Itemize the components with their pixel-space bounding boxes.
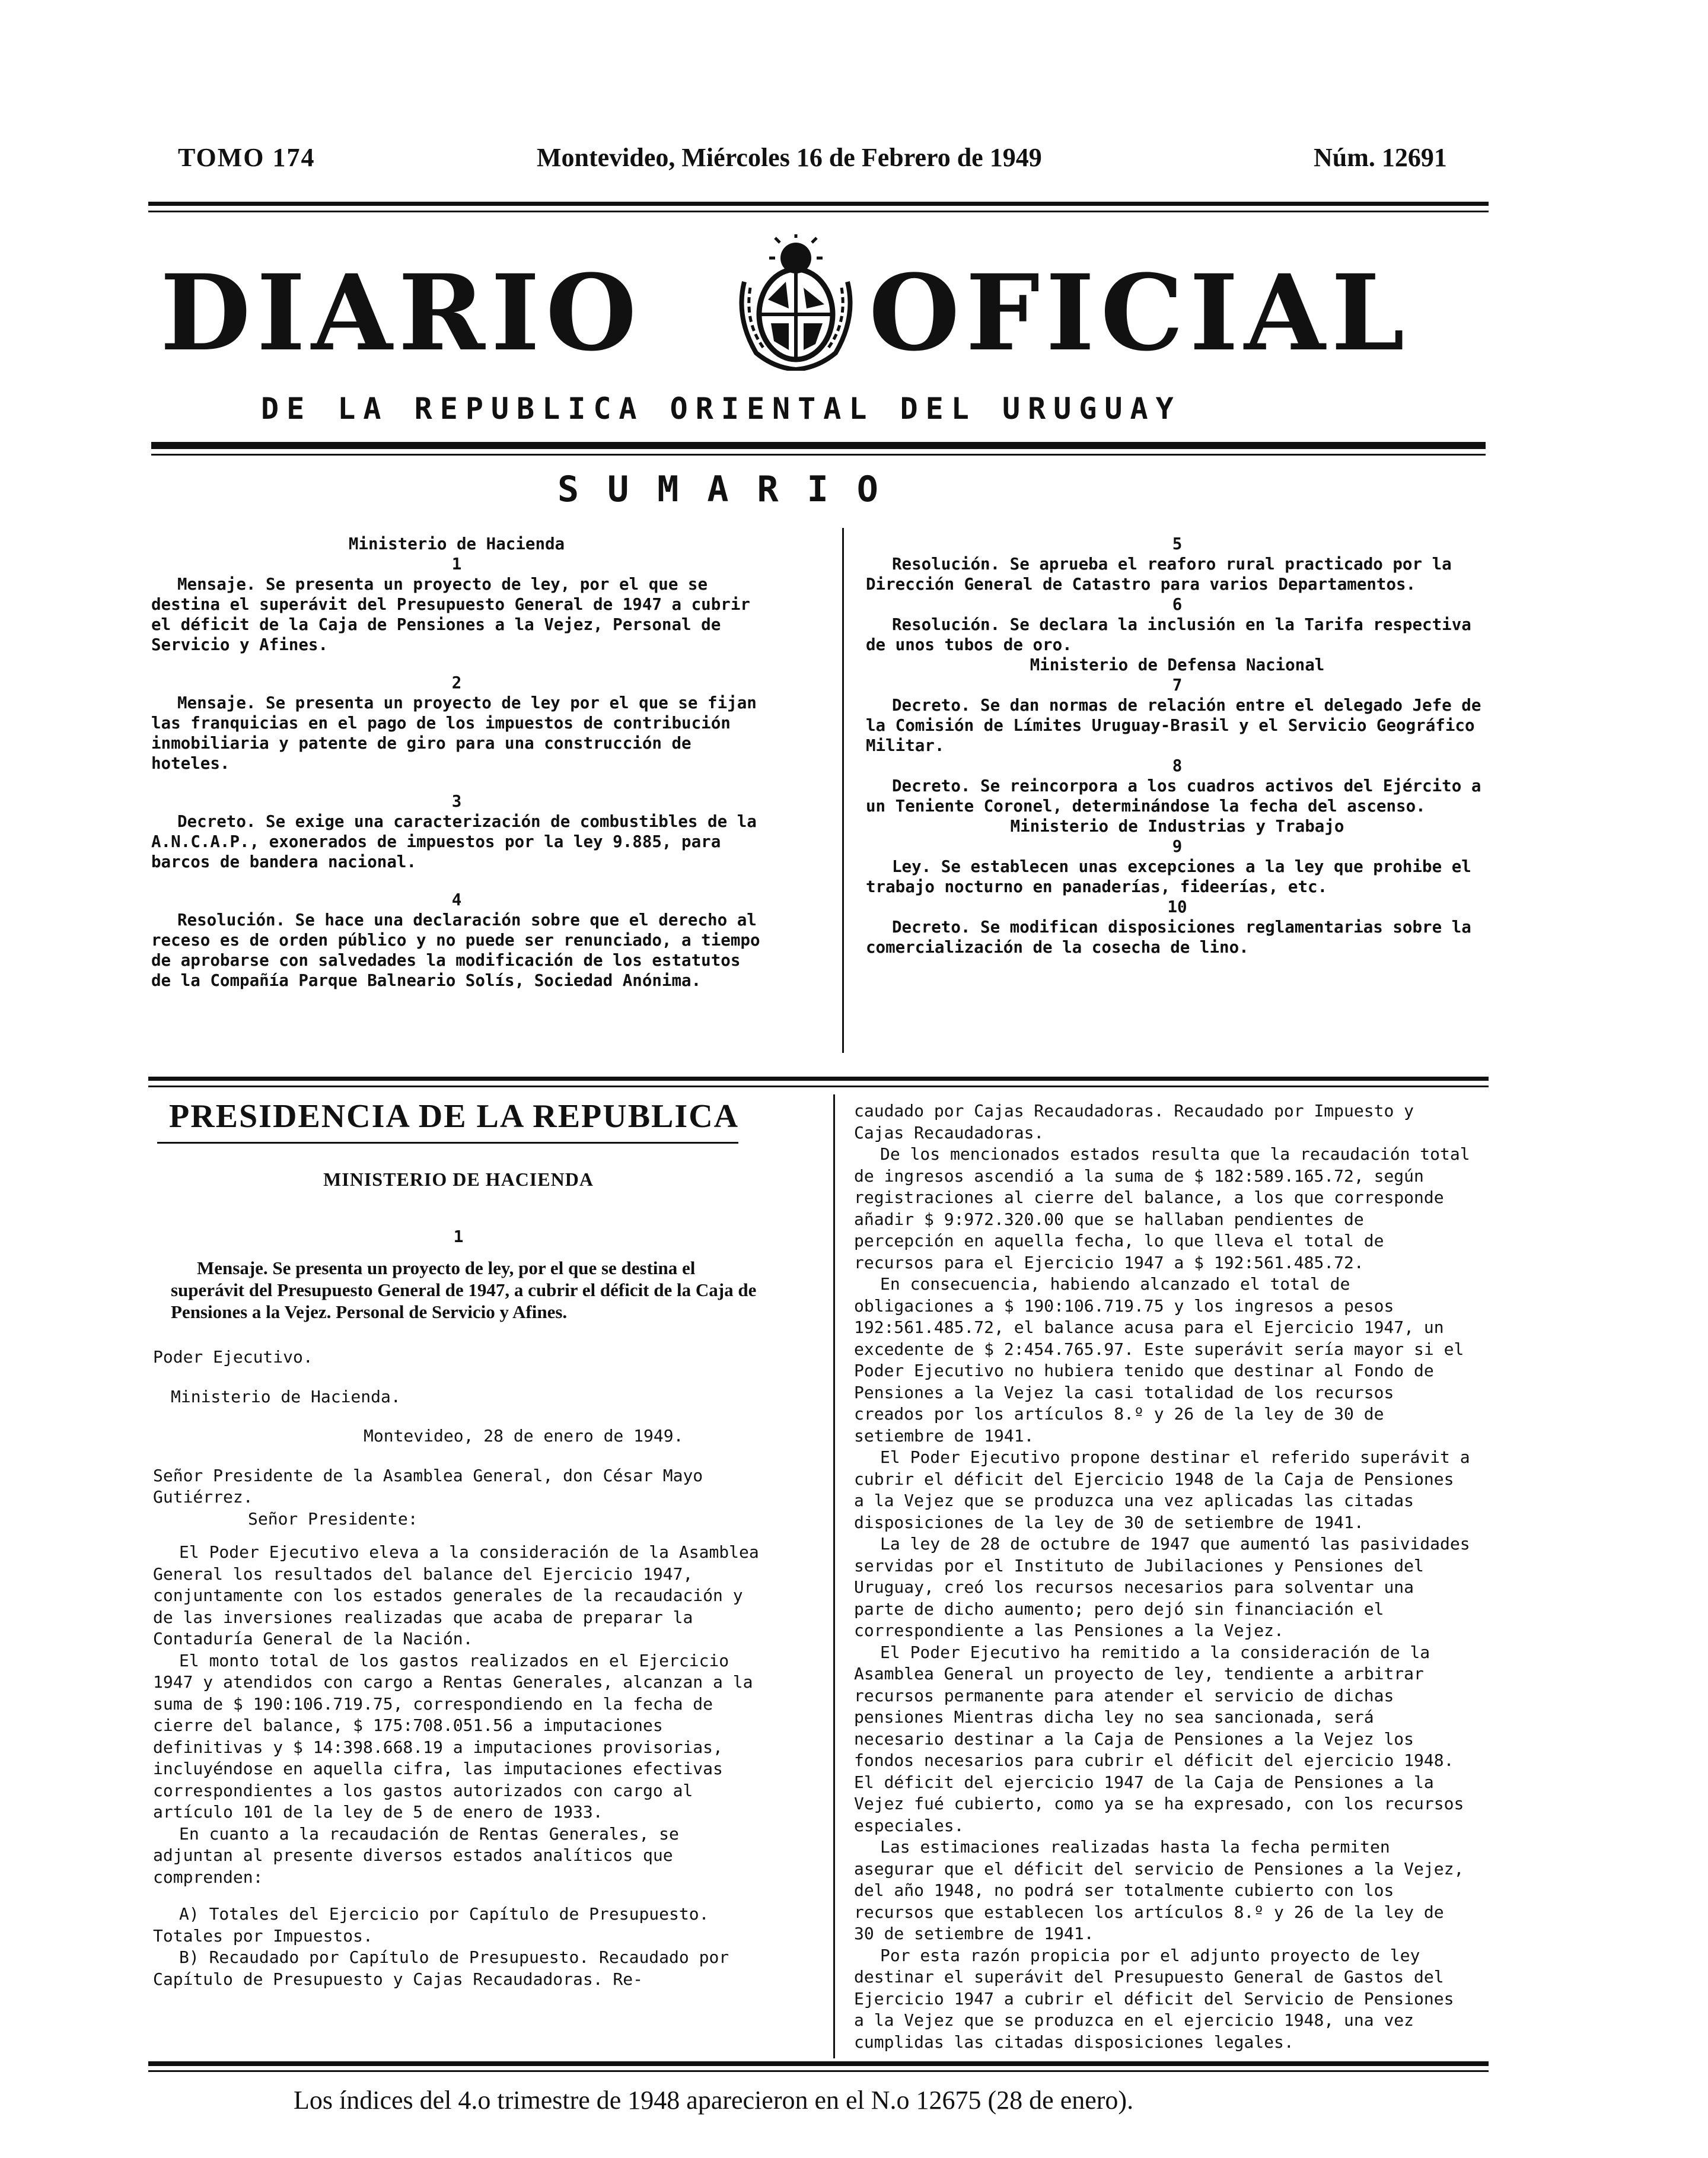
- masthead-rule-thin: [151, 454, 1486, 456]
- sumario-item: Decreto. Se dan normas de relación entre el delegado Jefe de la Comisión de Límites Uruguay-Brasil y el Servicio Geográfico Militar.: [866, 696, 1481, 755]
- sumario-item-number: 9: [1172, 837, 1183, 856]
- sumario-item: Resolución. Se aprueba el reaforo rural practicado por la Dirección General de Catastro para varios Departamentos.: [866, 555, 1452, 594]
- sumario-item: Resolución. Se hace una declaración sobre que el derecho al receso es de orden público y no puede ser renunciado, a tiempo de aprobarse con salvedades la modificación de los estatutos de la Compañía Parque Balneario Solís, Sociedad Anónima.: [151, 911, 760, 990]
- document-number: 1: [453, 1226, 464, 1246]
- sumario-item: Ley. Se establecen unas excepciones a la ley que prohibe el trabajo nocturno en panaderías, fideerías, etc.: [866, 857, 1471, 896]
- body-left-column: [153, 1169, 764, 1990]
- sumario-ministry-heading: Ministerio de Hacienda: [348, 534, 565, 553]
- document-summary: Mensaje. Se presenta un proyecto de ley, por el que se destina el superávit del Presupuesto General de 1947, a cubrir el déficit de la Caja de Pensiones a la Vejez. Personal de Servicio y Afines.: [171, 1258, 757, 1322]
- sumario-item: Decreto. Se exige una caracterización de combustibles de la A.N.C.A.P., exonerados de impuestos por la ley 9.885, para barcos de bandera nacional.: [151, 812, 757, 871]
- body-paragraph: El Poder Ejecutivo eleva a la consideración de la Asamblea General los resultados del balance del Ejercicio 1947, conjuntamente con los estados generales de la recaudación y de las inversiones realizadas que acaba de preparar la Contaduría General de la Nación.: [153, 1542, 759, 1648]
- sumario-item: Resolución. Se declara la inclusión en la Tarifa respectiva de unos tubos de oro.: [866, 615, 1471, 654]
- sumario-item: Mensaje. Se presenta un proyecto de ley por el que se fijan las franquicias en el pago de los impuestos de contribución inmobiliaria y patente de giro para una construcción de hoteles.: [151, 693, 757, 773]
- sumario-gap: [151, 872, 762, 890]
- sumario-bottom-rule-thin: [148, 1086, 1489, 1087]
- body-paragraph: De los mencionados estados resulta que la recaudación total de ingresos ascendió a la suma de $ 182:589.165.72, según registraciones al cierre del balance, a los que corresponde añadir $ 9:972.320.00 que se hallaban pendientes de percepción en aquella fecha, lo que lleva el total de recursos para el Ejercicio 1947 a $ 192:561.485.72.: [854, 1144, 1470, 1272]
- coat-of-arms-icon: [732, 234, 860, 371]
- list-item: A) Totales del Ejercicio por Capítulo de Presupuesto. Totales por Impuestos.: [153, 1904, 709, 1946]
- issue-number: Núm. 12691: [1314, 143, 1447, 172]
- footer-rule-thick: [148, 2061, 1489, 2066]
- sumario-item: Decreto. Se modifican disposiciones reglamentarias sobre la comercialización de la cosecha de lino.: [866, 918, 1471, 957]
- addressee: Señor Presidente de la Asamblea General, don César Mayo Gutiérrez.: [153, 1465, 703, 1507]
- ministerio-line: Ministerio de Hacienda.: [171, 1386, 401, 1406]
- body-paragraph: Por esta razón propicia por el adjunto proyecto de ley destinar el superávit del Presupuesto General de Gastos del Ejercicio 1947 a cubrir el déficit del Servicio de Pensiones a la Vejez que se produzca en el ejercicio 1948, una vez cumplidas las citadas disposiciones legales.: [854, 1945, 1454, 2052]
- sumario-right-column: [866, 534, 1489, 957]
- sumario-bottom-rule-thick: [148, 1077, 1489, 1081]
- sumario-gap: [151, 655, 762, 673]
- left-paragraphs: [153, 1542, 764, 1888]
- footer-note: Los índices del 4.o trimestre de 1948 aparecieron en el N.o 12675 (28 de enero).: [294, 2086, 1134, 2115]
- body-paragraph: El monto total de los gastos realizados en el Ejercicio 1947 y atendidos con cargo a Rentas Generales, alcanzan a la suma de $ 190:106.719.75, correspondiendo en la fecha de cierre del balance, $ 175:708.051.56 a imputaciones definitivas y $ 14:398.668.19 a imputaciones provisorias, incluyéndose en aquella cifra, las imputaciones efectivas correspondientes a los gastos autorizados con cargo al artículo 101 de la ley de 5 de enero de 1933.: [153, 1650, 753, 1822]
- right-paragraphs: [854, 1144, 1471, 2053]
- sumario-ministry-heading: Ministerio de Defensa Nacional: [1030, 655, 1325, 674]
- footer-rule-thin: [148, 2070, 1489, 2072]
- body-paragraph: En cuanto a la recaudación de Rentas Generales, se adjuntan al presente diversos estados analíticos que comprenden:: [153, 1823, 679, 1887]
- sumario-left-column: [151, 534, 762, 991]
- sumario-item-number: 8: [1172, 756, 1183, 775]
- place-date: Montevideo, 28 de enero de 1949.: [364, 1426, 684, 1446]
- body-paragraph: Las estimaciones realizadas hasta la fecha permiten asegurar que el déficit del servicio de Pensiones a la Vejez, del año 1948, no podrá ser totalmente cubierto con los recursos que establecen los artículos 8.º y 26 de la ley de 30 de setiembre de 1941.: [854, 1837, 1464, 1943]
- body-paragraph: En consecuencia, habiendo alcanzado el total de obligaciones a $ 190:106.719.75 y los ingresos a pesos 192:561.485.72, el balance acusa para el Ejercicio 1947, un excedente de $ 2:454.765.97. Este superávit sería mayor si el Poder Ejecutivo no hubiera tenido que destinar al Fondo de Pensiones a la Vejez la casi totalidad de los recursos creados por los artículos 8.º y 26 de la ley de 30 de setiembre de 1941.: [854, 1274, 1464, 1446]
- issue-date: Montevideo, Miércoles 16 de Febrero de 1949: [537, 143, 1042, 172]
- body-paragraph: El Poder Ejecutivo propone destinar el referido superávit a cubrir el déficit del Ejercicio 1948 de la Caja de Pensiones a la Vejez que se produzca una vez aplicadas las citadas disposiciones de la ley de 30 de setiembre de 1941.: [854, 1447, 1470, 1532]
- header-rule-thick: [148, 202, 1489, 206]
- ministry-heading: MINISTERIO DE HACIENDA: [323, 1169, 594, 1190]
- masthead-rule-thick: [151, 442, 1486, 449]
- poder-ejecutivo-line: Poder Ejecutivo.: [153, 1347, 313, 1367]
- masthead-title-right: OFICIAL: [869, 252, 1411, 374]
- list-item: B) Recaudado por Capítulo de Presupuesto. Recaudado por Capítulo de Presupuesto y Cajas Recaudadoras. Re-: [153, 1947, 729, 1989]
- section-title-underline: [157, 1142, 738, 1144]
- masthead-subtitle: DE LA REPUBLICA ORIENTAL DEL URUGUAY: [261, 392, 1181, 426]
- sumario-item-number: 5: [1172, 534, 1183, 553]
- body-paragraph: La ley de 28 de octubre de 1947 que aumentó las pasividades servidas por el Instituto de Jubilaciones y Pensiones del Uruguay, creó los recursos necesarios para solventar una parte de dicho aumento; pero dejó sin financiación el correspondiente a las Pensiones a la Vejez.: [854, 1534, 1470, 1640]
- sumario-column-divider: [842, 528, 844, 1053]
- header-rule-thin: [148, 211, 1489, 212]
- sumario-item-number: 4: [451, 890, 462, 909]
- sumario-gap: [151, 774, 762, 791]
- sumario-item-number: 10: [1167, 897, 1187, 916]
- masthead-title-left: DIARIO: [160, 252, 643, 374]
- sumario-item-number: 6: [1172, 595, 1183, 614]
- sumario-title: SUMARIO: [557, 469, 907, 510]
- sumario-item-number: 2: [451, 673, 462, 692]
- sumario-item: Decreto. Se reincorpora a los cuadros activos del Ejército a un Teniente Coronel, determinándose la fecha del ascenso.: [866, 776, 1481, 816]
- volume-number: TOMO 174: [178, 143, 316, 172]
- left-list: [153, 1904, 764, 1990]
- body-right-column: [854, 1100, 1471, 2053]
- salutation: Señor Presidente:: [248, 1508, 418, 1529]
- sumario-item-number: 1: [451, 555, 462, 574]
- section-title: PRESIDENCIA DE LA REPUBLICA: [169, 1098, 740, 1135]
- sumario-item: Mensaje. Se presenta un proyecto de ley, por el que se destina el superávit del Presupuesto General de 1947 a cubrir el déficit de la Caja de Pensiones a la Vejez, Personal de Servicio y Afines.: [151, 575, 750, 654]
- body-paragraph: El Poder Ejecutivo ha remitido a la consideración de la Asamblea General un proyecto de ley, tendiente a arbitrar recursos permanente para atender el servicio de dichas pensiones Mientras dicha ley no sea sancionada, será necesario destinar a la Caja de Pensiones a la Vejez los fondos necesarios para cubrir el déficit del ejercicio 1948. El déficit del ejercicio 1947 de la Caja de Pensiones a la Vejez fué cubierto, como ya se ha expresado, con los recursos especiales.: [854, 1642, 1464, 1835]
- body-column-divider: [833, 1094, 835, 2058]
- continued-text: caudado por Cajas Recaudadoras. Recaudado por Impuesto y Cajas Recaudadoras.: [854, 1101, 1414, 1142]
- sumario-item-number: 3: [451, 792, 462, 811]
- sumario-item-number: 7: [1172, 676, 1183, 695]
- sumario-ministry-heading: Ministerio de Industrias y Trabajo: [1010, 817, 1344, 836]
